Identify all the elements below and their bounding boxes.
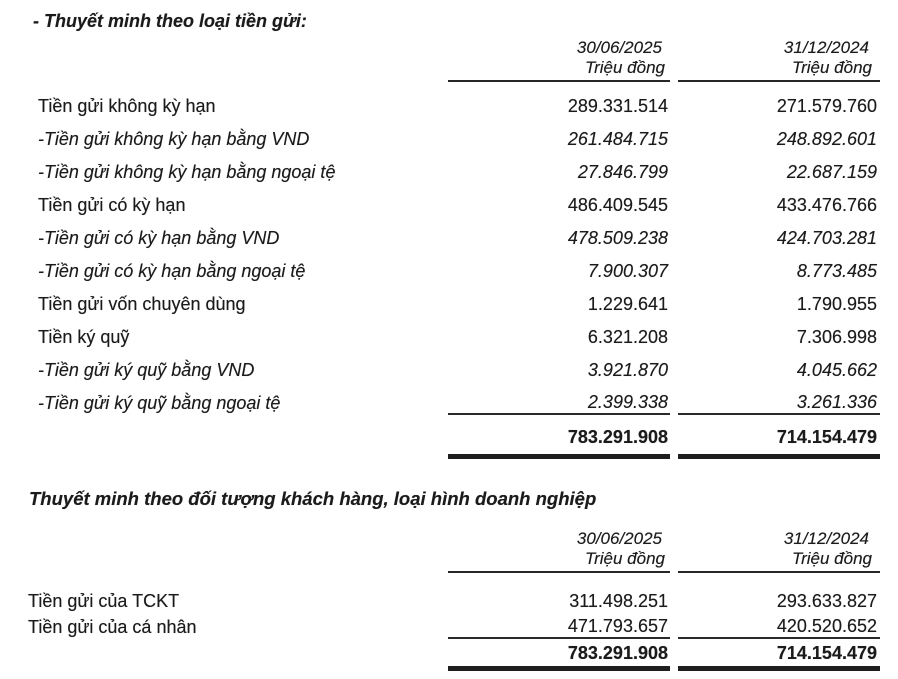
row-value-current: 261.484.715 bbox=[567, 129, 668, 149]
table-row bbox=[0, 288, 880, 321]
row-label: Tiền gửi có kỳ hạn bbox=[38, 195, 186, 215]
column-header-current-period bbox=[448, 529, 670, 573]
row-label: Tiền gửi của cá nhân bbox=[28, 616, 197, 637]
column-date-prior: 31/12/2024 bbox=[783, 38, 869, 57]
row-value-prior: 22.687.159 bbox=[786, 162, 877, 182]
column-header-current-period bbox=[448, 38, 670, 82]
total-value-current: 783.291.908 bbox=[567, 426, 668, 447]
row-label: -Tiền gửi không kỳ hạn bằng ngoại tệ bbox=[38, 162, 336, 182]
column-unit-current: Triệu đồng bbox=[584, 549, 665, 568]
row-value-current: 3.921.870 bbox=[587, 360, 668, 380]
table-row bbox=[0, 321, 880, 354]
row-label: Tiền gửi vốn chuyên dùng bbox=[38, 294, 246, 314]
section-title-deposit-type: - Thuyết minh theo loại tiền gửi: bbox=[33, 11, 307, 31]
deposit-type-total-row bbox=[0, 420, 880, 454]
deposit-type-table-body bbox=[0, 90, 880, 420]
row-value-current: 27.846.799 bbox=[577, 162, 668, 182]
header-spacer bbox=[0, 529, 448, 573]
header-spacer bbox=[0, 38, 448, 82]
double-rule-current bbox=[448, 666, 670, 671]
table-row bbox=[0, 387, 880, 420]
column-header-prior-period bbox=[678, 38, 880, 82]
customer-type-table-body bbox=[0, 588, 880, 640]
double-rule-prior bbox=[678, 666, 880, 671]
row-label: -Tiền gửi có kỳ hạn bằng VND bbox=[38, 228, 280, 248]
row-value-current: 1.229.641 bbox=[587, 294, 668, 314]
row-value-current: 7.900.307 bbox=[587, 261, 668, 281]
row-value-current: 289.331.514 bbox=[567, 96, 668, 116]
table-row bbox=[0, 222, 880, 255]
table-row bbox=[0, 255, 880, 288]
double-rule-prior bbox=[678, 454, 880, 459]
total-value-prior: 714.154.479 bbox=[776, 642, 877, 663]
column-date-prior: 31/12/2024 bbox=[783, 529, 869, 548]
column-unit-prior: Triệu đồng bbox=[791, 58, 872, 77]
row-value-prior: 271.579.760 bbox=[776, 96, 877, 116]
row-label: -Tiền gửi ký quỹ bằng ngoại tệ bbox=[38, 393, 281, 413]
deposit-type-total-rule bbox=[0, 454, 880, 459]
row-value-prior: 293.633.827 bbox=[776, 590, 877, 611]
row-value-current: 478.509.238 bbox=[567, 228, 668, 248]
row-value-current: 6.321.208 bbox=[587, 327, 668, 347]
row-value-prior: 420.520.652 bbox=[678, 616, 880, 639]
row-value-prior: 3.261.336 bbox=[678, 392, 880, 415]
table-row bbox=[0, 614, 880, 640]
table-row bbox=[0, 90, 880, 123]
total-value-current: 783.291.908 bbox=[567, 642, 668, 663]
row-value-prior: 433.476.766 bbox=[776, 195, 877, 215]
row-value-prior: 1.790.955 bbox=[796, 294, 877, 314]
column-header-prior-period bbox=[678, 529, 880, 573]
row-label: -Tiền gửi không kỳ hạn bằng VND bbox=[38, 129, 310, 149]
row-value-prior: 8.773.485 bbox=[796, 261, 877, 281]
row-label: -Tiền gửi ký quỹ bằng VND bbox=[38, 360, 255, 380]
section-title-customer-type: Thuyết minh theo đối tượng khách hàng, loại hình doanh nghiệp bbox=[29, 488, 597, 509]
double-rule-current bbox=[448, 454, 670, 459]
column-unit-current: Triệu đồng bbox=[584, 58, 665, 77]
table-row bbox=[0, 354, 880, 387]
column-date-current: 30/06/2025 bbox=[576, 529, 662, 548]
row-value-prior: 7.306.998 bbox=[796, 327, 877, 347]
row-label: Tiền gửi của TCKT bbox=[28, 590, 180, 611]
table-row bbox=[0, 156, 880, 189]
deposit-type-table-header bbox=[0, 38, 880, 82]
table-row bbox=[0, 123, 880, 156]
row-label: Tiền gửi không kỳ hạn bbox=[38, 96, 216, 116]
customer-type-total-rule bbox=[0, 666, 880, 671]
row-value-current: 311.498.251 bbox=[569, 590, 668, 611]
column-unit-prior: Triệu đồng bbox=[791, 549, 872, 568]
rule-spacer bbox=[0, 666, 448, 671]
customer-type-table-header bbox=[0, 529, 880, 573]
total-value-prior: 714.154.479 bbox=[776, 426, 877, 447]
row-label: -Tiền gửi có kỳ hạn bằng ngoại tệ bbox=[38, 261, 306, 281]
row-value-prior: 248.892.601 bbox=[776, 129, 877, 149]
row-value-current: 2.399.338 bbox=[448, 392, 670, 415]
row-value-current: 486.409.545 bbox=[567, 195, 668, 215]
row-value-prior: 4.045.662 bbox=[796, 360, 877, 380]
row-value-current: 471.793.657 bbox=[448, 616, 670, 639]
customer-type-total-row bbox=[0, 640, 880, 666]
rule-spacer bbox=[0, 454, 448, 459]
column-date-current: 30/06/2025 bbox=[576, 38, 662, 57]
row-value-prior: 424.703.281 bbox=[776, 228, 877, 248]
table-row bbox=[0, 588, 880, 614]
table-row bbox=[0, 189, 880, 222]
row-label: Tiền ký quỹ bbox=[38, 327, 130, 347]
